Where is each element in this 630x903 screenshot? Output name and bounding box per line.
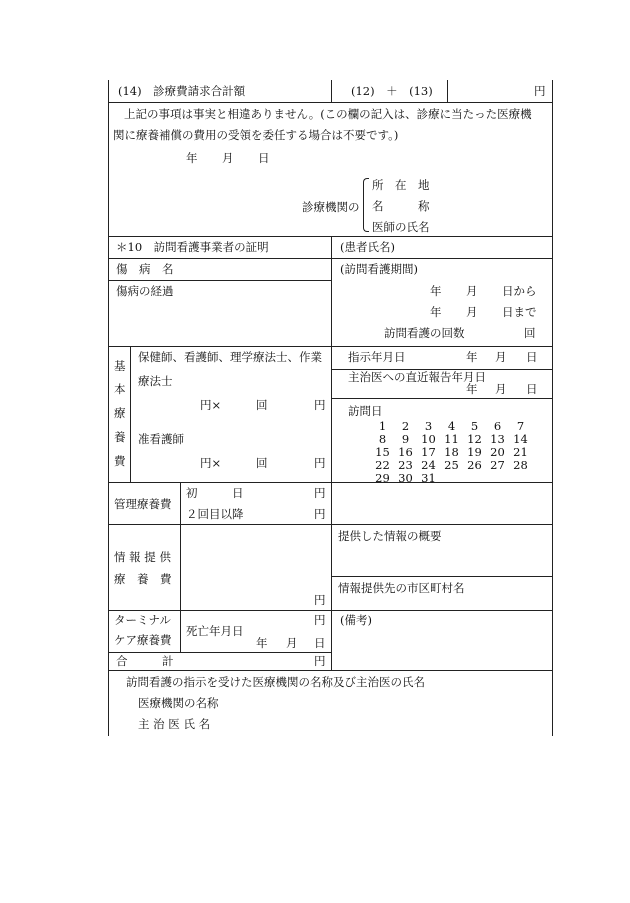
nurse-line1: 保健師、看護師、理学療法士、作業 bbox=[138, 350, 322, 364]
instructing-doctor-label: 主 治 医 氏 名 bbox=[138, 717, 211, 731]
management-first-label: 初 日 bbox=[186, 486, 244, 500]
instructing-institution-label: 医療機関の名称 bbox=[138, 696, 219, 710]
cert-doctor-label: 医師の氏名 bbox=[372, 220, 430, 234]
total-label: 合 計 bbox=[116, 654, 174, 668]
latest-report-year: 年 bbox=[466, 382, 478, 396]
row-line bbox=[108, 258, 552, 259]
visit-day-22: 22 bbox=[375, 458, 390, 472]
visit-day-4: 4 bbox=[447, 419, 456, 433]
row-line bbox=[108, 236, 552, 237]
visit-day-21: 21 bbox=[513, 445, 528, 459]
cert-address-label: 所 在 地 bbox=[372, 178, 430, 192]
visit-day-18: 18 bbox=[444, 445, 459, 459]
basic-fee-char-3: 療 bbox=[114, 406, 126, 420]
outer-right-border bbox=[552, 80, 553, 736]
nurse-yen-times: 円× bbox=[200, 398, 222, 412]
patient-name-label: (患者氏名) bbox=[340, 240, 395, 254]
visit-day-15: 15 bbox=[375, 445, 390, 459]
row-line bbox=[108, 610, 552, 611]
latest-report-day: 日 bbox=[526, 382, 538, 396]
period-to-month: 月 bbox=[466, 305, 478, 319]
cert-date-year: 年 bbox=[186, 151, 198, 165]
row-line bbox=[108, 524, 552, 525]
visit-day-6: 6 bbox=[493, 419, 502, 433]
visit-day-13: 13 bbox=[490, 432, 505, 446]
sec10-title: ＊10 訪問看護事業者の証明 bbox=[116, 240, 269, 254]
visit-count-label: 訪問看護の回数 bbox=[384, 326, 465, 340]
visit-day-26: 26 bbox=[467, 458, 482, 472]
sec14-formula: (12) ＋ (13) bbox=[351, 84, 433, 98]
visit-day-1: 1 bbox=[378, 419, 387, 433]
visit-day-5: 5 bbox=[470, 419, 479, 433]
visit-count-unit: 回 bbox=[524, 326, 536, 340]
visit-day-8: 8 bbox=[378, 432, 387, 446]
cert-date-day: 日 bbox=[258, 151, 270, 165]
visit-day-27: 27 bbox=[490, 458, 505, 472]
visit-day-3: 3 bbox=[424, 419, 433, 433]
info-recipient-label: 情報提供先の市区町村名 bbox=[338, 581, 465, 595]
terminal-label-line1: ターミナル bbox=[114, 613, 171, 627]
row-line bbox=[331, 576, 552, 577]
info-fee-yen: 円 bbox=[314, 593, 326, 607]
row-line bbox=[331, 398, 552, 399]
row-line bbox=[108, 280, 331, 281]
cert-name-label: 名 称 bbox=[372, 199, 430, 213]
instructing-heading: 訪問看護の指示を受けた医療機関の名称及び主治医の氏名 bbox=[126, 675, 425, 689]
course-label: 傷病の経過 bbox=[116, 284, 174, 298]
visit-day-28: 28 bbox=[513, 458, 528, 472]
visit-day-24: 24 bbox=[421, 458, 436, 472]
period-to-day: 日まで bbox=[502, 305, 537, 319]
instruction-date-label: 指示年月日 bbox=[348, 350, 406, 364]
sec14-yen: 円 bbox=[534, 84, 546, 98]
instruction-date-month: 月 bbox=[495, 350, 507, 364]
row-line bbox=[108, 670, 552, 671]
instruction-date-year: 年 bbox=[466, 350, 478, 364]
nurse-yen: 円 bbox=[314, 398, 326, 412]
nurse-line2: 療法士 bbox=[138, 374, 173, 388]
management-first-yen: 円 bbox=[314, 486, 326, 500]
terminal-fee-divider bbox=[180, 610, 181, 652]
sec14-divider-1 bbox=[331, 80, 332, 102]
visit-day-25: 25 bbox=[444, 458, 459, 472]
visit-day-11: 11 bbox=[444, 432, 459, 446]
row-line bbox=[108, 652, 331, 653]
info-summary-label: 提供した情報の概要 bbox=[338, 529, 442, 543]
visit-day-30: 30 bbox=[398, 471, 413, 485]
latest-report-month: 月 bbox=[495, 382, 507, 396]
main-column-divider bbox=[331, 236, 332, 670]
visit-day-7: 7 bbox=[516, 419, 525, 433]
visit-day-23: 23 bbox=[398, 458, 413, 472]
info-fee-label-line2: 療 養 費 bbox=[114, 572, 172, 586]
assoc-nurse-label: 准看護師 bbox=[138, 432, 184, 446]
period-from-day: 日から bbox=[502, 284, 537, 298]
injury-label: 傷 病 名 bbox=[116, 262, 174, 276]
basic-fee-char-2: 本 bbox=[114, 382, 126, 396]
basic-fee-char-4: 養 bbox=[114, 430, 126, 444]
management-second-label: ２回目以降 bbox=[186, 507, 244, 521]
death-date-year: 年 bbox=[256, 636, 268, 650]
visit-day-31: 31 bbox=[421, 471, 436, 485]
visit-day-14: 14 bbox=[513, 432, 528, 446]
period-label: (訪問看護期間) bbox=[340, 262, 418, 276]
latest-report-label: 主治医への直近報告年月日 bbox=[348, 370, 486, 384]
visit-day-9: 9 bbox=[401, 432, 410, 446]
management-second-yen: 円 bbox=[314, 507, 326, 521]
period-to-year: 年 bbox=[430, 305, 442, 319]
basic-fee-char-1: 基 bbox=[114, 359, 126, 373]
visit-day-10: 10 bbox=[421, 432, 436, 446]
remarks-label: (備考) bbox=[340, 613, 372, 627]
sec14-divider-2 bbox=[447, 80, 448, 102]
nurse-times: 回 bbox=[256, 398, 268, 412]
visit-day-20: 20 bbox=[490, 445, 505, 459]
visit-day-19: 19 bbox=[467, 445, 482, 459]
instruction-date-day: 日 bbox=[526, 350, 538, 364]
visit-days-calendar bbox=[371, 420, 532, 484]
info-fee-divider bbox=[180, 524, 181, 610]
info-fee-label-line1: 情 報 提 供 bbox=[114, 550, 171, 564]
basic-fee-char-5: 費 bbox=[114, 454, 126, 468]
management-fee-divider bbox=[180, 482, 181, 524]
cert-institution-label: 診療機関の bbox=[302, 200, 360, 214]
terminal-label-line2: ケア療養費 bbox=[114, 633, 172, 647]
row-line bbox=[108, 346, 552, 347]
cert-date-month: 月 bbox=[222, 151, 234, 165]
visit-day-16: 16 bbox=[398, 445, 413, 459]
period-from-month: 月 bbox=[466, 284, 478, 298]
visit-day-12: 12 bbox=[467, 432, 482, 446]
management-fee-label: 管理療養費 bbox=[114, 497, 172, 511]
assoc-yen: 円 bbox=[314, 456, 326, 470]
death-date-month: 月 bbox=[286, 636, 298, 650]
assoc-times: 回 bbox=[256, 456, 268, 470]
visit-day-17: 17 bbox=[421, 445, 436, 459]
cert-statement-line2: 関に療養補償の費用の受領を委任する場合は不要です。) bbox=[113, 128, 399, 142]
sec14-label: (14) 診療費請求合計額 bbox=[118, 84, 246, 98]
terminal-yen: 円 bbox=[314, 613, 326, 627]
outer-left-border bbox=[108, 80, 109, 736]
visit-day-29: 29 bbox=[375, 471, 390, 485]
cert-bracket bbox=[363, 178, 369, 232]
period-from-year: 年 bbox=[430, 284, 442, 298]
death-date-label: 死亡年月日 bbox=[186, 624, 244, 638]
total-yen: 円 bbox=[314, 654, 326, 668]
basic-fee-divider bbox=[130, 346, 131, 482]
row-line bbox=[108, 102, 552, 103]
cert-statement-line1: 上記の事項は事実と相違ありません。(この欄の記入は、診療に当たった医療機 bbox=[124, 107, 532, 121]
death-date-day: 日 bbox=[314, 636, 326, 650]
assoc-yen-times: 円× bbox=[200, 456, 222, 470]
visit-days-label: 訪問日 bbox=[348, 404, 383, 418]
visit-day-2: 2 bbox=[401, 419, 410, 433]
